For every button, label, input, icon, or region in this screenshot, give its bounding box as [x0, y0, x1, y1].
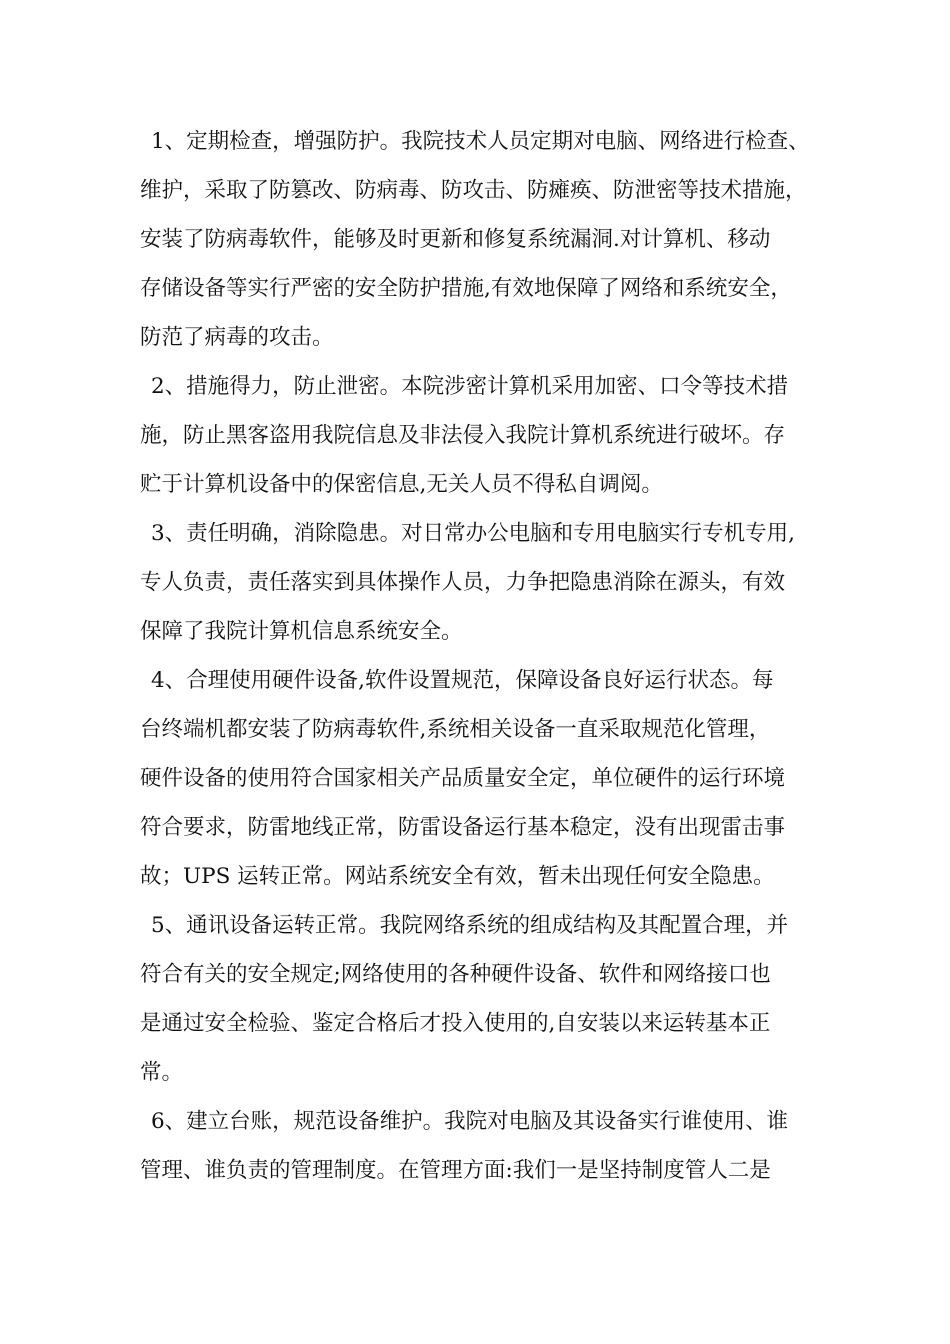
text-line: 2、措施得力，防止泄密。本院涉密计算机采用加密、口令等技术措: [151, 374, 789, 399]
paragraph-1: [140, 117, 830, 362]
text-line: 施，防止黑客盗用我院信息及非法侵入我院计算机系统进行破坏。存: [140, 423, 786, 448]
text-line: 保障了我院计算机信息系统安全。: [140, 619, 463, 644]
text-line: 符合要求，防雷地线正常，防雷设备运行基本稳定，没有出现雷击事: [140, 815, 786, 840]
text-line: 防范了病毒的攻击。: [140, 325, 334, 350]
text-line: 常。: [140, 1060, 184, 1085]
text-line: 1、定期检查，增强防护。我院技术人员定期对电脑、网络进行检查、: [151, 129, 810, 154]
paragraph-5: [140, 901, 830, 1097]
paragraph-6: [140, 1097, 830, 1195]
text-line: 维护，采取了防篡改、防病毒、防攻击、防瘫痪、防泄密等技术措施，: [140, 178, 807, 203]
text-line: 3、责任明确，消除隐患。对日常办公电脑和专用电脑实行专机专用,: [151, 521, 796, 546]
paragraph-2: [140, 362, 830, 509]
text-line: 贮于计算机设备中的保密信息,无关人员不得私自调阅。: [140, 472, 663, 497]
paragraph-4: [140, 656, 830, 901]
text-line: 符合有关的安全规定;网络使用的各种硬件设备、软件和网络接口也: [140, 962, 771, 987]
text-line: 管理、谁负责的管理制度。在管理方面:我们一是坚持制度管人二是: [140, 1158, 771, 1183]
text-line: 硬件设备的使用符合国家相关产品质量安全定，单位硬件的运行环境: [140, 766, 786, 791]
paragraph-3: [140, 509, 830, 656]
text-line: 4、合理使用硬件设备,软件设置规范，保障设备良好运行状态。每: [151, 668, 774, 693]
text-line: 是通过安全检验、鉴定合格后才投入使用的,自安装以来运转基本正: [140, 1011, 771, 1036]
text-line: 专人负责，责任落实到具体操作人员，力争把隐患消除在源头，有效: [140, 570, 786, 595]
text-line: 5、通讯设备运转正常。我院网络系统的组成结构及其配置合理，并: [151, 913, 789, 938]
document-body: [140, 117, 830, 1195]
text-line: 台终端机都安装了防病毒软件,系统相关设备一直采取规范化管理，: [140, 717, 771, 742]
text-line: 故；UPS 运转正常。网站系统安全有效，暂未出现任何安全隐患。: [140, 864, 775, 889]
text-line: 6、建立台账，规范设备维护。我院对电脑及其设备实行谁使用、谁: [151, 1109, 789, 1134]
text-line: 存储设备等实行严密的安全防护措施,有效地保障了网络和系统安全，: [140, 276, 792, 301]
text-line: 安装了防病毒软件，能够及时更新和修复系统漏洞.对计算机、移动: [140, 227, 771, 252]
